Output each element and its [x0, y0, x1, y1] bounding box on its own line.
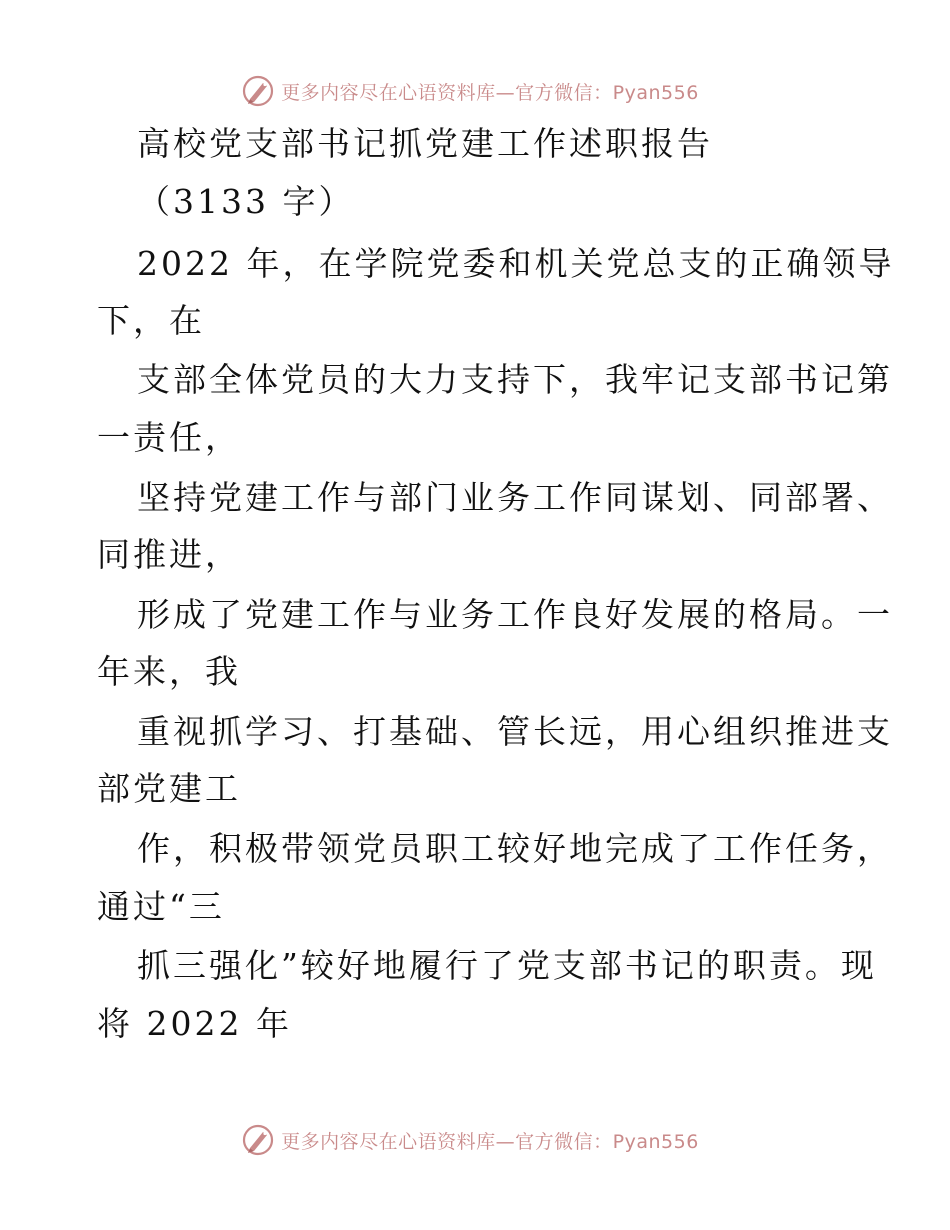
paragraph-line: 一责任， [97, 418, 241, 457]
paragraph-line: 部党建工 [97, 769, 241, 808]
footer-banner-text: 更多内容尽在心语资料库—官方微信：Pyan556 [281, 1130, 699, 1153]
paragraph-line: 年来，我 [97, 652, 241, 691]
header-banner-text: 更多内容尽在心语资料库—官方微信：Pyan556 [281, 81, 699, 104]
document-title: 高校党支部书记抓党建工作述职报告 [137, 124, 713, 163]
paragraph-line: 2022 年，在学院党委和机关党总支的正确领导 [137, 244, 895, 283]
header-banner-inner [241, 74, 699, 108]
paragraph-line: 坚持党建工作与部门业务工作同谋划、同部署、 [137, 478, 893, 517]
paragraph-line: 作，积极带领党员职工较好地完成了工作任务， [137, 829, 893, 868]
paragraph-line: 支部全体党员的大力支持下，我牢记支部书记第 [137, 360, 893, 399]
paragraph-line: 形成了党建工作与业务工作良好发展的格局。一 [137, 595, 893, 634]
word-count: （3133 字） [137, 182, 355, 221]
footer-banner [0, 1120, 950, 1160]
pen-logo-icon [241, 74, 275, 108]
paragraph-line: 重视抓学习、打基础、管长远，用心组织推进支 [137, 712, 893, 751]
paragraph-line: 同推进， [97, 535, 241, 574]
header-banner [0, 71, 950, 111]
pen-logo-icon [241, 1123, 275, 1157]
paragraph-line: 通过“三 [97, 887, 225, 926]
footer-banner-inner [241, 1123, 699, 1157]
paragraph-line: 将 2022 年 [97, 1004, 292, 1043]
paragraph-line: 抓三强化”较好地履行了党支部书记的职责。现 [137, 946, 877, 985]
paragraph-line: 下，在 [97, 301, 205, 340]
